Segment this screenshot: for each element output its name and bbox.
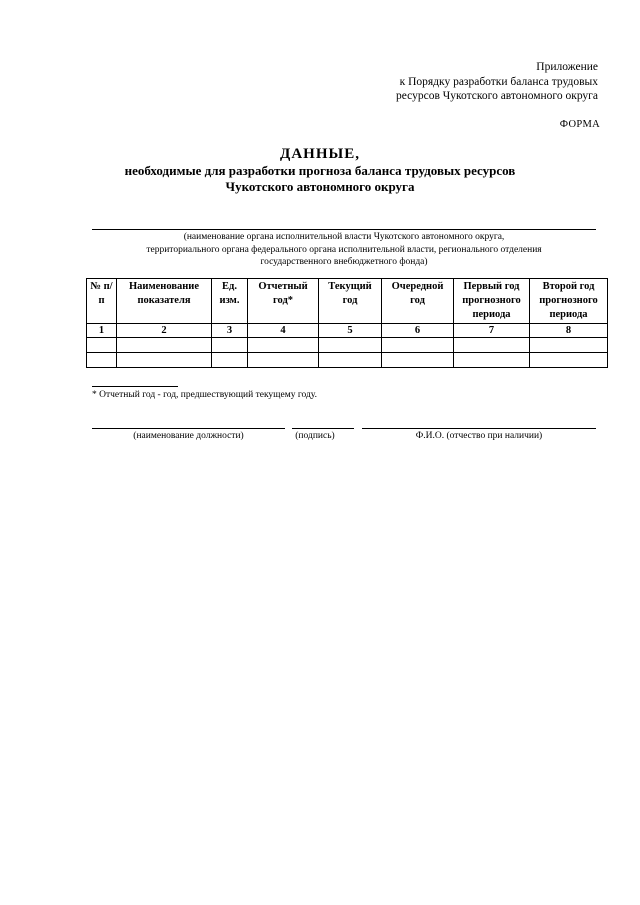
document-title [0,145,640,195]
table-header-row [87,279,608,324]
org-caption-line-2: территориального органа федерального органа исполнительной власти, регионального отделения [146,244,542,255]
footnote-separator [92,386,178,387]
position-fill-line[interactable] [92,428,285,429]
table-row [87,353,608,368]
header-number: № п/п [87,279,117,324]
table-cell[interactable] [454,338,530,353]
table-cell[interactable] [212,353,248,368]
table-cell[interactable] [87,353,117,368]
title-subtitle-line-1: необходимые для разработки прогноза баланса трудовых ресурсов [124,163,516,178]
title-subtitle-line-2: Чукотского автономного округа [225,179,415,194]
signature-fill-line[interactable] [292,428,354,429]
form-label: ФОРМА [559,119,600,130]
header-current-year: Текущий год [319,279,382,324]
table-cell[interactable] [319,338,382,353]
table-cell[interactable] [117,353,212,368]
table-cell[interactable] [382,353,454,368]
table-cell[interactable] [382,338,454,353]
table-cell[interactable] [319,353,382,368]
org-name-fill-line[interactable] [92,229,596,230]
table-cell[interactable] [248,338,319,353]
table-cell[interactable] [454,353,530,368]
column-number: 6 [382,324,454,338]
table-cell[interactable] [87,338,117,353]
org-name-caption [92,231,596,269]
table-cell[interactable] [212,338,248,353]
table-cell[interactable] [530,353,608,368]
header-indicator-name: Наименование показателя [117,279,212,324]
org-caption-line-3: государственного внебюджетного фонда) [260,257,428,267]
appendix-line-1: Приложение [536,61,598,73]
position-caption: (наименование должности) [133,431,244,441]
table-row [87,338,608,353]
column-number: 5 [319,324,382,338]
column-number: 4 [248,324,319,338]
full-name-caption: Ф.И.О. (отчество при наличии) [415,431,543,441]
column-number: 7 [454,324,530,338]
column-number: 8 [530,324,608,338]
table-cell[interactable] [117,338,212,353]
footnote: * Отчетный год - год, предшествующий текущему году. [92,390,317,400]
appendix-line-2: к Порядку разработки баланса трудовых [399,75,598,88]
table-cell[interactable] [248,353,319,368]
header-first-forecast-year: Первый год прогнозного периода [454,279,530,324]
data-table [86,278,608,368]
appendix-line-3: ресурсов Чукотского автономного округа [396,90,598,102]
column-number: 2 [117,324,212,338]
signature-caption: (подпись) [295,431,335,441]
column-number: 1 [87,324,117,338]
org-caption-line-1: (наименование органа исполнительной власти Чукотского автономного округа, [183,232,505,242]
column-number: 3 [212,324,248,338]
header-unit: Ед. изм. [212,279,248,324]
appendix-note [396,60,598,104]
header-second-forecast-year: Второй год прогнозного периода [530,279,608,324]
table-cell[interactable] [530,338,608,353]
header-reporting-year: Отчетный год* [248,279,319,324]
header-next-year: Очередной год [382,279,454,324]
title-main: ДАННЫЕ, [280,146,360,162]
full-name-fill-line[interactable] [362,428,596,429]
table-column-numbers-row [87,324,608,338]
